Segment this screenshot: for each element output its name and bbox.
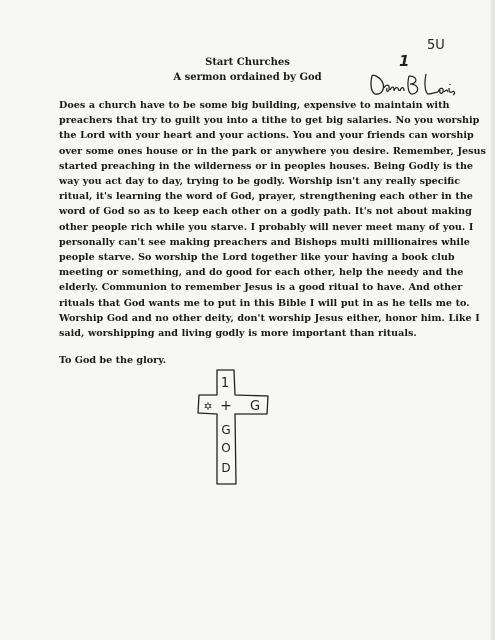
cross-letter-g: G bbox=[221, 423, 231, 437]
page-edge bbox=[491, 0, 495, 640]
cross-letter-d: D bbox=[221, 461, 231, 475]
cross-top-label: 1 bbox=[220, 376, 230, 391]
sermon-body: Does a church have to be some big building, expensive to maintain with preachers that try to guilt you into a tithe to get big salaries. No you worship the Lord with your heart and your actions. You and your friends can worship over some ones house or in the park or anywhere you desire. Remember, Jesus started preaching in the wilderness or in peoples houses. Being Godly is the way you act day to day, trying to be godly. Worship isn't any really specific ritual, it's learning the word of God, prayer, strengthening each other in the word of God so as to keep each other on a godly path. It's not about making other people rich while you starve. I probably will never meet many of you. I personally can't see making preachers and Bishops multi millionaires while people starve. So worship the Lord together like your having a book club meeting or something, and do good for each other, help the needy and the elderly. Communion to remember Jesus is a good ritual to have. And other rituals that God wants me to put in this Bible I will put in as he tells me to. Worship God and no other deity, don't worship Jesus either, honor him. Like I said, worshipping and living godly is more important than rituals. bbox=[59, 100, 486, 340]
document-title: Start Churches bbox=[205, 57, 290, 68]
handwritten-number-mark: 1 bbox=[399, 52, 410, 70]
handwritten-page-mark: 5U bbox=[427, 38, 445, 53]
star-of-david-icon: ✡ bbox=[203, 400, 213, 413]
cross-center-label: + bbox=[220, 398, 232, 414]
hand-drawn-cross bbox=[196, 368, 270, 486]
handwritten-signature bbox=[366, 70, 458, 98]
document-subtitle: A sermon ordained by God bbox=[173, 72, 322, 83]
closing-line: To God be the glory. bbox=[59, 355, 167, 366]
cross-right-label: G bbox=[249, 399, 261, 414]
cross-letter-o: O bbox=[221, 441, 231, 455]
